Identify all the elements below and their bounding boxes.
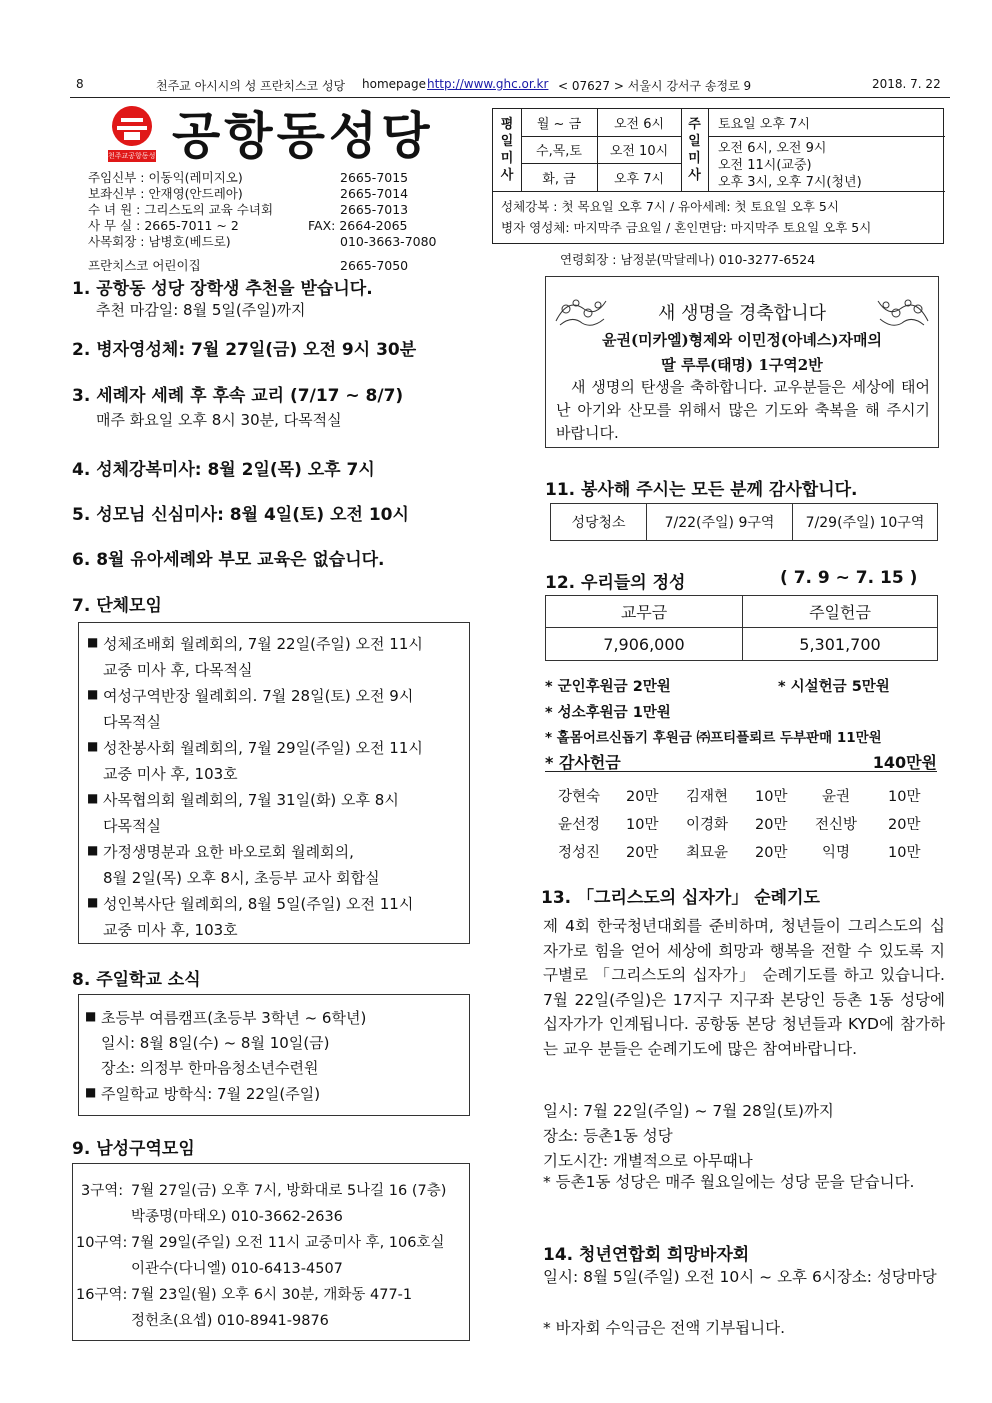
list-item-detail: 교중 미사 후, 103호 — [103, 765, 238, 783]
contact-label: 주임신부 : 이동익(레미지오) — [88, 170, 243, 185]
list-item-detail: 8월 2일(목) 오후 8시, 초등부 교사 회합실 — [103, 869, 380, 887]
contact-label: 보좌신부 : 안재영(안드레아) — [88, 186, 243, 201]
list-item-detail: 다목적실 — [103, 713, 161, 731]
list-item: ■ 사목협의회 월례회의, 7월 31일(화) 오후 8시 — [103, 789, 399, 810]
sunday-school-box — [78, 994, 470, 1116]
parish-name: 천주교 아시시의 성 프란치스코 성당 — [156, 79, 346, 93]
homepage-link[interactable]: http://www.ghc.or.kr — [427, 77, 549, 91]
contact-value: 010-3663-7080 — [340, 234, 437, 249]
zone-info: 7월 29일(주일) 오전 11시 교중미사 후, 106호실 — [131, 1235, 445, 1251]
volunteer-cell: 7/22(주일) 9구역 — [647, 504, 793, 540]
funeral-leader: 연령회장 : 남정분(막달레나) 010-3277-6524 — [560, 252, 816, 267]
section-14-line: 일시: 8월 5일(주일) 오전 10시 ~ 오후 6시장소: 성당마당 — [543, 1268, 937, 1286]
weekday-mass-label: 평일미사 — [500, 117, 514, 183]
donor-amount: 10만 — [888, 789, 921, 805]
list-item: ■ 초등부 여름캠프(초등부 3학년 ~ 6학년) — [101, 1007, 366, 1028]
sunday-time: 토요일 오후 7시 — [718, 117, 810, 132]
donation-line: * 시설헌금 5만원 — [778, 679, 890, 695]
contact-row — [88, 202, 418, 218]
congrats-body: 새 생명의 탄생을 축하합니다. 교우분들은 세상에 태어난 아기와 산모를 위해서 많은 기도와 축복을 해 주시기 바랍니다. — [556, 378, 930, 442]
donor-amount: 20만 — [755, 817, 788, 833]
zone-info: 7월 27일(금) 오후 7시, 방화대로 5나길 16 (7층) — [131, 1183, 447, 1199]
congratulations-box — [545, 276, 939, 448]
list-item-detail: 교중 미사 후, 103호 — [103, 921, 238, 939]
sunday-time: 오전 11시(교중) — [718, 157, 812, 173]
volunteer-table — [550, 503, 938, 541]
sunday-time: 오전 6시, 오전 9시 — [718, 140, 827, 156]
list-item: ■ 여성구역반장 월례회의. 7월 28일(토) 오전 9시 — [103, 685, 413, 706]
contact-label: 사목회장 : 남병호(베드로) — [88, 234, 231, 249]
contact-value: 2665-7050 — [340, 258, 409, 273]
section-13-title: 13. 「그리스도의 십자가」 순례기도 — [541, 888, 820, 908]
section-9-title: 9. 남성구역모임 — [72, 1139, 195, 1159]
contact-list — [88, 170, 437, 274]
donor-name: 최묘윤 — [686, 845, 729, 861]
sunday-time: 오후 3시, 오후 7시(청년) — [718, 175, 862, 190]
offering-table — [545, 595, 938, 661]
section-3-text: 매주 화요일 오후 8시 30분, 다목적실 — [96, 411, 342, 429]
section-14-note: * 바자회 수익금은 전액 기부됩니다. — [543, 1319, 786, 1337]
issue-date: 2018. 7. 22 — [872, 77, 941, 91]
mass-note: 병자 영성체: 마지막주 금요일 / 혼인면담: 마지막주 토요일 오후 5시 — [501, 220, 872, 235]
contact-row — [88, 218, 418, 234]
weekday-days: 수,목,토 — [536, 144, 582, 159]
donation-line: * 성소후원금 1만원 — [545, 705, 671, 721]
donor-amount: 20만 — [755, 845, 788, 861]
contact-row — [88, 170, 418, 186]
weekday-time: 오후 7시 — [613, 171, 665, 187]
contact-value: 2665-7014 — [340, 186, 409, 201]
offering-value: 5,301,700 — [799, 634, 881, 654]
volunteer-cell: 성당청소 — [551, 504, 647, 540]
weekday-time: 오전 10시 — [609, 144, 669, 159]
contact-row — [88, 234, 437, 250]
section-4-title: 4. 성체강복미사: 8월 2일(목) 오후 7시 — [72, 460, 375, 480]
donor-amount: 20만 — [626, 845, 659, 861]
page-number: 8 — [76, 77, 84, 91]
list-item: ■ 성인복사단 월례회의, 8월 5일(주일) 오전 11시 — [103, 893, 413, 914]
zone-label: 16구역: — [76, 1287, 128, 1303]
section-13-line: 장소: 등촌1동 성당 — [543, 1127, 673, 1145]
offering-header: 주일헌금 — [743, 596, 937, 628]
zone-contact: 정헌초(요셉) 010-8941-9876 — [131, 1313, 329, 1329]
donor-name: 윤권 — [822, 789, 851, 805]
mens-zone-box — [72, 1163, 470, 1341]
donation-line: * 홀몸어르신돕기 후원금 ㈜프티플뢰르 두부판매 11만원 — [545, 730, 882, 746]
mass-note: 성체강복 : 첫 목요일 오후 7시 / 유아세례: 첫 토요일 오후 5시 — [501, 199, 839, 214]
contact-row — [88, 258, 418, 274]
section-2-title: 2. 병자영성체: 7월 27일(금) 오전 9시 30분 — [72, 340, 417, 360]
donor-amount: 20만 — [626, 789, 659, 805]
weekday-days: 화, 금 — [542, 171, 576, 187]
section-14-title: 14. 청년연합회 희망바자회 — [543, 1245, 750, 1265]
list-item-detail: 교중 미사 후, 다목적실 — [103, 661, 253, 679]
homepage-label: homepage — [362, 77, 426, 91]
congrats-title: 새 생명을 경축합니다 — [658, 303, 826, 324]
donor-name: 강현숙 — [558, 789, 601, 805]
donor-amount: 20만 — [888, 817, 921, 833]
donor-amount: 10만 — [626, 817, 659, 833]
donor-name: 전신방 — [815, 817, 858, 833]
zone-contact: 박종명(마태오) 010-3662-2636 — [131, 1209, 343, 1225]
section-12-period: ( 7. 9 ~ 7. 15 ) — [780, 568, 918, 588]
contact-value: 2665-7015 — [340, 170, 409, 185]
weekday-days: 월 ~ 금 — [536, 117, 582, 132]
zone-contact: 이관수(다니엘) 010-6413-4507 — [131, 1261, 343, 1277]
section-3-title: 3. 세례자 세례 후 후속 교리 (7/17 ~ 8/7) — [72, 386, 404, 406]
donor-name: 김재현 — [686, 789, 729, 805]
mass-schedule-table — [492, 108, 944, 244]
donor-name: 이경화 — [686, 817, 729, 833]
contact-label: 사 무 실 : 2665-7011 ~ 2 — [88, 218, 239, 233]
list-item: ■ 주일학교 방학식: 7월 22일(주일) — [101, 1083, 320, 1104]
section-13-body: 제 4회 한국청년대회를 준비하며, 청년들이 그리스도의 십자가로 힘을 얻어 세상에 희망과 행복을 전할 수 있도록 지구별로 「그리스도의 십자가」 순례기도를 하고 있습니다. 7월 22일(주일)은 17지구 지구좌 본당인 등촌 1동 성당에 십자가가 인계됩니다. 공항동 본당 청년들과 KYD에 참가하는 교우 분들은 순례기도에 많은 참여바랍니다. — [543, 917, 945, 1058]
contact-value: FAX: 2664-2065 — [308, 218, 408, 233]
thanks-offering-row — [545, 750, 937, 772]
list-item: ■ 가정생명분과 요한 바오로회 월례회의, — [103, 841, 354, 862]
volunteer-cell: 7/29(주일) 10구역 — [805, 515, 925, 531]
section-1-title: 1. 공항동 성당 장학생 추천을 받습니다. — [72, 279, 373, 299]
donor-name: 익명 — [822, 845, 851, 861]
list-item-detail: 다목적실 — [103, 817, 161, 835]
section-13-line: 일시: 7월 22일(주일) ~ 7월 28일(토)까지 — [543, 1102, 834, 1120]
logo-caption: 천주교공항동성당 — [108, 152, 163, 160]
section-5-title: 5. 성모님 신심미사: 8월 4일(토) 오전 10시 — [72, 505, 409, 525]
thanks-offering-total: 140만원 — [872, 753, 937, 772]
page-title: 공항동성당 — [172, 107, 434, 165]
section-12-title: 12. 우리들의 정성 — [545, 573, 686, 593]
section-8-title: 8. 주일학교 소식 — [72, 970, 201, 990]
section-7-title: 7. 단체모임 — [72, 596, 162, 616]
zone-label: 10구역: — [76, 1235, 128, 1251]
donation-line: * 군인후원금 2만원 — [545, 679, 671, 695]
section-11-title: 11. 봉사해 주시는 모든 분께 감사합니다. — [545, 480, 858, 500]
congrats-baby: 딸 루루(태명) 1구역2반 — [661, 356, 823, 374]
contact-label: 수 녀 원 : 그리스도의 교육 수녀회 — [88, 202, 274, 217]
contact-value: 2665-7013 — [340, 202, 409, 217]
section-1-text: 추천 마감일: 8월 5일(주일)까지 — [96, 301, 306, 319]
donor-name: 윤선정 — [558, 817, 601, 833]
congrats-parents: 윤권(미카엘)형제와 이민정(아녜스)자매의 — [602, 331, 882, 349]
zone-info: 7월 23일(월) 오후 6시 30분, 개화동 477-1 — [131, 1287, 413, 1303]
section-13-note: * 등촌1동 성당은 매주 월요일에는 성당 문을 닫습니다. — [543, 1173, 915, 1191]
offering-value: 7,906,000 — [546, 628, 743, 660]
donor-name: 정성진 — [558, 845, 601, 861]
donor-amount: 10만 — [888, 845, 921, 861]
thanks-offering-label: * 감사헌금 — [545, 753, 621, 772]
top-header-line — [70, 74, 950, 98]
address: < 07627 > 서울시 강서구 송정로 9 — [558, 79, 752, 93]
section-13-line: 기도시간: 개별적으로 아무때나 — [543, 1152, 753, 1170]
church-logo-icon — [108, 104, 163, 164]
contact-row — [88, 186, 418, 202]
section-6-title: 6. 8월 유아세례와 부모 교육은 없습니다. — [72, 550, 385, 570]
contact-label: 프란치스코 어린이집 — [88, 258, 201, 273]
zone-label: 3구역: — [81, 1183, 124, 1199]
weekday-time: 오전 6시 — [613, 117, 665, 132]
list-item-detail: 장소: 의정부 한마음청소년수련원 — [101, 1059, 319, 1077]
group-meetings-box — [78, 622, 470, 944]
donor-amount: 10만 — [755, 789, 788, 805]
sunday-mass-label: 주일미사 — [688, 117, 701, 183]
list-item-detail: 일시: 8월 8일(수) ~ 8월 10일(금) — [101, 1034, 330, 1052]
list-item: ■ 성찬봉사회 월례회의, 7월 29일(주일) 오전 11시 — [103, 737, 423, 758]
list-item: ■ 성체조배회 월례회의, 7월 22일(주일) 오전 11시 — [103, 633, 423, 654]
offering-header: 교무금 — [546, 596, 743, 628]
